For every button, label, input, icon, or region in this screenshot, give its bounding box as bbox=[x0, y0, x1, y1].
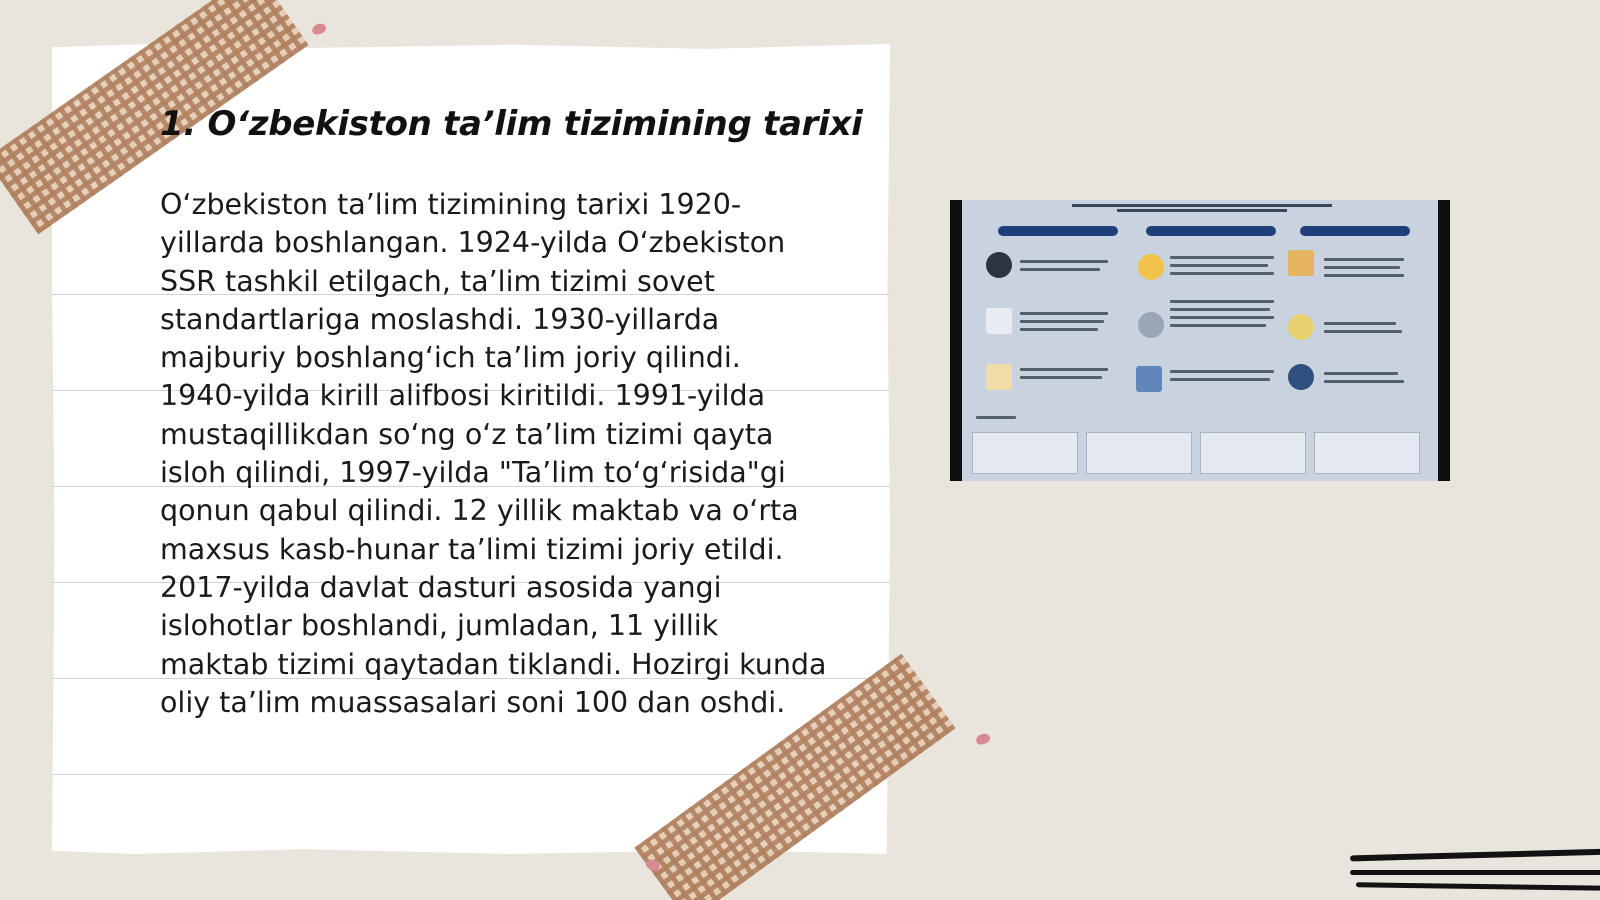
infographic-text-placeholder bbox=[1324, 380, 1404, 383]
infographic-text-placeholder bbox=[1020, 320, 1104, 323]
document-icon bbox=[986, 308, 1012, 334]
slide-title: 1. O‘zbekiston ta’lim tizimining tarixi bbox=[160, 104, 863, 144]
brush-stroke bbox=[1350, 870, 1600, 875]
globe-icon bbox=[1288, 364, 1314, 390]
infographic-text-placeholder bbox=[1170, 378, 1270, 381]
tape-corner-mark bbox=[975, 732, 992, 746]
infographic-text-placeholder bbox=[1170, 316, 1274, 319]
infographic-text-placeholder bbox=[1020, 312, 1108, 315]
infographic-heading-placeholder bbox=[1062, 202, 1342, 214]
book-icon bbox=[1288, 250, 1314, 276]
infographic-summary-box bbox=[1314, 432, 1420, 474]
infographic-summary-box bbox=[1086, 432, 1192, 474]
certificate-icon bbox=[986, 364, 1012, 390]
infographic-text-placeholder bbox=[1324, 372, 1398, 375]
brush-stroke bbox=[1356, 882, 1600, 890]
infographic-text-placeholder bbox=[976, 416, 1016, 419]
infographic-text-placeholder bbox=[1020, 268, 1100, 271]
infographic-column-header bbox=[1300, 226, 1410, 236]
infographic-column-header bbox=[998, 226, 1118, 236]
infographic-text-placeholder bbox=[1170, 370, 1274, 373]
infographic-text-placeholder bbox=[1170, 256, 1274, 259]
infographic-image bbox=[950, 200, 1450, 481]
infographic-text-placeholder bbox=[1020, 260, 1108, 263]
infographic-summary-box bbox=[972, 432, 1078, 474]
tape-corner-mark bbox=[311, 22, 328, 36]
infographic-column-header bbox=[1146, 226, 1276, 236]
slide-body-text: O‘zbekiston ta’lim tizimining tarixi 1920-yillarda boshlangan. 1924-yilda O‘zbekiston SSR tashkil etilgach, ta’lim tizimi sovet standartlariga moslashdi. 1930-yillarda majburiy boshlang‘ich ta’lim joriy qilindi. 1940-yilda kirill alifbosi kiritildi. 1991-yilda mustaqillikdan so‘ng o‘z ta’lim tizimi qayta isloh qilindi, 1997-yilda "Ta’lim to‘g‘risida"gi qonun qabul qilindi. 12 yillik maktab va o‘rta maxsus kasb-hunar ta’limi tizimi joriy etildi. 2017-yilda davlat dasturi asosida yangi islohotlar boshlandi, jumladan, 11 yillik maktab tizimi qaytadan tiklandi. Hozirgi kunda oliy ta’lim muassasalari soni 100 dan oshdi. bbox=[160, 188, 827, 719]
infographic-text-placeholder bbox=[1324, 322, 1396, 325]
infographic-text-placeholder bbox=[1170, 300, 1274, 303]
infographic-text-placeholder bbox=[1020, 328, 1098, 331]
flask-icon bbox=[1288, 314, 1314, 340]
brush-stroke bbox=[1350, 849, 1600, 862]
infographic-text-placeholder bbox=[1020, 368, 1108, 371]
infographic-canvas bbox=[962, 200, 1438, 481]
infographic-text-placeholder bbox=[1324, 274, 1404, 277]
infographic-text-placeholder bbox=[1170, 324, 1266, 327]
infographic-text-placeholder bbox=[1170, 308, 1270, 311]
infographic-summary-box bbox=[1200, 432, 1306, 474]
infographic-text-placeholder bbox=[1020, 376, 1102, 379]
infographic-text-placeholder bbox=[1324, 330, 1402, 333]
building-icon bbox=[1136, 366, 1162, 392]
cap-icon bbox=[1138, 312, 1164, 338]
infographic-text-placeholder bbox=[1170, 272, 1274, 275]
infographic-text-placeholder bbox=[1324, 266, 1400, 269]
graduate-icon bbox=[986, 252, 1012, 278]
infographic-text-placeholder bbox=[1170, 264, 1268, 267]
infographic-text-placeholder bbox=[1324, 258, 1404, 261]
lightbulb-icon bbox=[1138, 254, 1164, 280]
